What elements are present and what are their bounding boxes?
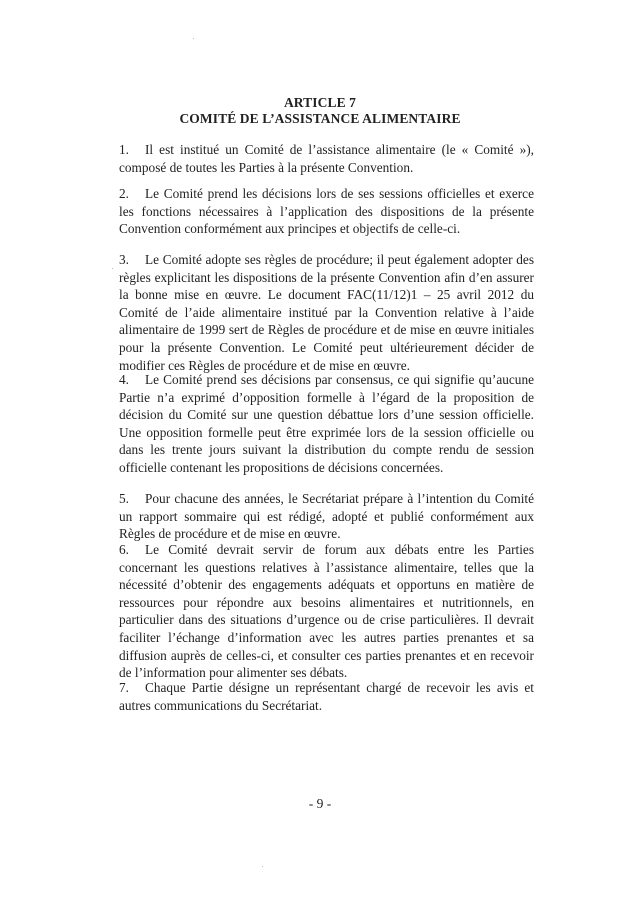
- scan-speck: [262, 866, 263, 867]
- article-title: COMITÉ DE L’ASSISTANCE ALIMENTAIRE: [179, 111, 461, 126]
- paragraph-1: [119, 141, 534, 176]
- paragraph-text: Il est institué un Comité de l’assistance alimentaire (le « Comité »), composé de toutes les Parties à la présente Convention.: [119, 142, 534, 175]
- paragraph-number: 7.: [119, 680, 129, 695]
- paragraph-3: [119, 251, 534, 374]
- paragraph-7: [119, 679, 534, 714]
- paragraph-text: Pour chacune des années, le Secrétariat prépare à l’intention du Comité un rapport sommaire qui est rédigé, adopté et publié conformément aux Règles de procédure et de mise en œuvre.: [119, 491, 534, 542]
- paragraph-5: [119, 490, 534, 543]
- paragraph-text: Le Comité prend ses décisions par consensus, ce qui signifie qu’aucune Partie n’a exprimé d’opposition formelle à l’égard de la proposition de décision du Comité sur une question débattue lors d’une session officielle. Une opposition formelle peut être exprimée lors de la session officielle ou dans les trente jours suivant la distribution du compte rendu de session officielle contenant les propositions de décisions concernées.: [119, 372, 534, 475]
- paragraph-text: Le Comité prend les décisions lors de ses sessions officielles et exerce les fonctions nécessaires à l’application des dispositions de la présente Convention conformément aux principes et objectifs de celle-ci.: [119, 186, 534, 237]
- paragraph-text: Le Comité devrait servir de forum aux débats entre les Parties concernant les questions relatives à l’assistance alimentaire, telles que la nécessité d’obtenir des engagements adéquats et opportuns en matière de ressources pour répondre aux besoins alimentaires et nutritionnels, en particulier dans des situations d’urgence ou de crise particulières. Il devrait faciliter l’échange d’information avec les autres parties prenantes et sa diffusion auprès de celles-ci, et consulter ces parties prenantes et en recevoir de l’information pour alimenter ses débats.: [119, 542, 534, 681]
- paragraph-text: Chaque Partie désigne un représentant chargé de recevoir les avis et autres communications du Secrétariat.: [119, 680, 534, 713]
- scan-speck: [112, 268, 113, 269]
- paragraph-number: 3.: [119, 252, 129, 267]
- paragraph-2: [119, 185, 534, 238]
- paragraph-number: 1.: [119, 142, 129, 157]
- paragraph-6: [119, 541, 534, 682]
- scan-speck: [193, 38, 194, 39]
- paragraph-text: Le Comité adopte ses règles de procédure; il peut également adopter des règles explicitant les dispositions de la présente Convention afin d’en assurer la bonne mise en œuvre. Le document FAC(11/12)1 – 25 avril 2012 du Comité de l’aide alimentaire institué par la Convention relative à l’aide alimentaire de 1999 sert de Règles de procédure et de mise en œuvre initiales pour la présente Convention. Le Comité peut ultérieurement décider de modifier ces Règles de procédure et de mise en œuvre.: [119, 252, 534, 373]
- paragraph-4: [119, 371, 534, 477]
- paragraph-number: 2.: [119, 186, 129, 201]
- paragraph-number: 4.: [119, 372, 129, 387]
- article-number: ARTICLE 7: [283, 95, 357, 110]
- paragraph-number: 5.: [119, 491, 129, 506]
- page-number: - 9 -: [308, 796, 332, 811]
- paragraph-number: 6.: [119, 542, 129, 557]
